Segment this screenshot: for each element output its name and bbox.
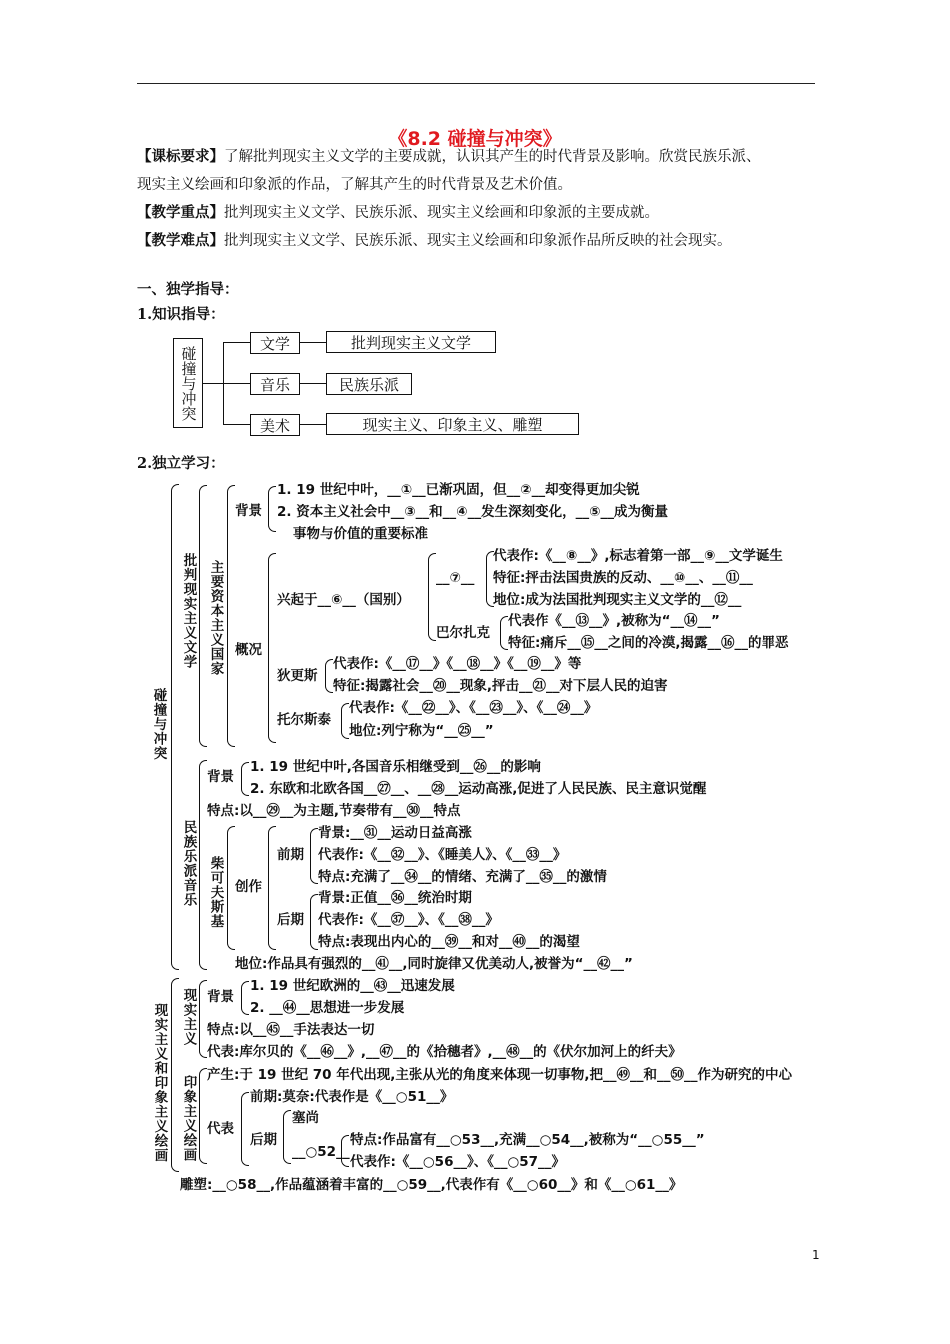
realism-background-1: 1. 19 世纪欧洲的__㊸__迅速发展 xyxy=(250,978,455,994)
music-heading: 民族乐派音乐 xyxy=(180,820,197,907)
late-works: 代表作:《__㊲__》、《__㊳__》 xyxy=(318,912,499,928)
early-features: 特点:充满了__㉞__的情绪、充满了__㉟__的激情 xyxy=(318,869,607,885)
branch-art: 美术 xyxy=(250,414,300,436)
tchaikovsky-status: 地位:作品具有强烈的__㊶__,同时旋律又优美动人,被誉为“__㊷__” xyxy=(235,956,633,972)
balzac-features: 特征:痛斥__⑮__之间的冷漠,揭露__⑯__的罪恶 xyxy=(508,635,789,651)
early-period-label: 前期 xyxy=(277,847,304,863)
tolstoy-works: 代表作:《__㉒__》、《__㉓__》、《__㉔__》 xyxy=(349,700,598,716)
subsection-independent: 2.独立学习： xyxy=(137,455,225,472)
impressionism-early: 前期:莫奈:代表作是《__○51__》 xyxy=(250,1089,454,1105)
painter-cezanne: 塞尚 xyxy=(292,1110,319,1126)
sculpture-line: 雕塑:__○58__,作品蕴涵着丰富的__○59__,代表作有《__○60__》和《__○61__》 xyxy=(180,1177,683,1193)
late-background: 背景:正值__㊱__统治时期 xyxy=(318,890,472,906)
branch-music: 音乐 xyxy=(250,373,300,395)
branch-music-content: 民族乐派 xyxy=(326,373,412,395)
branch-art-content: 现实主义、印象主义、雕塑 xyxy=(326,413,579,435)
lit-background-label: 背景 xyxy=(235,503,262,519)
impressionism-rep-label: 代表 xyxy=(207,1121,234,1137)
late-painter-works: 代表作:《__○56__》、《__○57__》 xyxy=(350,1154,566,1170)
late-features: 特点:表现出内心的__㊴__和对__㊵__的渴望 xyxy=(318,934,580,950)
lit-rise: 兴起于__⑥__（国别） xyxy=(277,592,410,608)
writer-7-features: 特征:抨击法国贵族的反动、__⑩__、__⑪__ xyxy=(493,570,753,586)
realism-background-label: 背景 xyxy=(207,989,234,1005)
literature-countries: 主要资本主义国家 xyxy=(207,560,224,676)
page-title: 《8.2 碰撞与冲突》 xyxy=(388,128,562,150)
impressionism-late-label: 后期 xyxy=(250,1132,277,1148)
lit-overview-label: 概况 xyxy=(235,642,262,658)
writer-balzac: 巴尔扎克 xyxy=(436,625,490,641)
header-rule xyxy=(137,83,815,84)
late-period-label: 后期 xyxy=(277,912,304,928)
balzac-works: 代表作《__⑬__》,被称为“__⑭__” xyxy=(508,613,720,629)
branch-literature-content: 批判现实主义文学 xyxy=(326,331,496,353)
music-features: 特点:以__㉙__为主题,节奏带有__㉚__特点 xyxy=(207,803,461,819)
early-works: 代表作:《__㉜__》、《睡美人》、《__㉝__》 xyxy=(318,847,567,863)
realism-representatives: 代表:库尔贝的《__㊻__》,__㊼__的《拾穗者》,__㊽__的《伏尔加河上的纤夫》 xyxy=(207,1044,682,1060)
painter-52: __○52__ xyxy=(292,1144,350,1160)
tolstoy-status: 地位:列宁称为“__㉕__” xyxy=(349,723,494,739)
music-background-label: 背景 xyxy=(207,769,234,785)
early-background: 背景:__㉛__运动日益高涨 xyxy=(318,825,472,841)
branch-literature: 文学 xyxy=(250,332,300,354)
knowledge-root: 碰撞与冲突 xyxy=(173,338,203,428)
standard-text-2: 现实主义绘画和印象派的作品，了解其产生的时代背景及艺术价值。 xyxy=(137,177,572,193)
realism-heading: 现实主义 xyxy=(180,988,197,1046)
standard-paragraph xyxy=(137,143,827,255)
late-painter-features: 特点:作品富有__○53__,充满__○54__,被称为“__○55__” xyxy=(350,1132,705,1148)
music-background-1: 1. 19 世纪中叶,各国音乐相继受到__㉖__的影响 xyxy=(250,759,541,775)
writer-7-status: 地位:成为法国批判现实主义文学的__⑫__ xyxy=(493,592,742,608)
page-number: 1 xyxy=(812,1248,820,1262)
tree-root: 碰撞与冲突 xyxy=(150,688,167,761)
creation-label: 创作 xyxy=(235,879,262,895)
realism-features: 特点:以__㊺__手法表达一切 xyxy=(207,1022,375,1038)
section-heading: 一、独学指导： xyxy=(137,281,239,298)
subsection-knowledge: 1.知识指导： xyxy=(137,306,225,323)
impressionism-heading: 印象主义绘画 xyxy=(180,1075,197,1162)
art-heading: 现实主义和印象主义绘画 xyxy=(151,1003,168,1163)
difficulty-text: 批判现实主义文学、民族乐派、现实主义绘画和印象派作品所反映的社会现实。 xyxy=(224,233,732,249)
literature-heading: 批判现实主义文学 xyxy=(180,553,197,669)
dickens-features: 特征:揭露社会__⑳__现象,抨击__㉑__对下层人民的迫害 xyxy=(333,678,668,694)
composer-tchaikovsky: 柴可夫斯基 xyxy=(207,856,224,929)
focus-text: 批判现实主义文学、民族乐派、现实主义绘画和印象派的主要成就。 xyxy=(224,205,659,221)
impressionism-origin: 产生:于 19 世纪 70 年代出现,主张从光的角度来体现一切事物,把__㊾__和__㊿__作为研究的中心 xyxy=(207,1067,793,1083)
standard-text-1: 了解批判现实主义文学的主要成就，认识其产生的时代背景及影响。欣赏民族乐派、 xyxy=(224,149,761,165)
dickens-works: 代表作:《__⑰__》《__⑱__》《__⑲__》等 xyxy=(333,656,582,672)
standard-label: 【课标要求】 xyxy=(137,148,224,165)
writer-dickens: 狄更斯 xyxy=(277,668,318,684)
writer-tolstoy: 托尔斯泰 xyxy=(277,712,331,728)
lit-background-1: 1. 19 世纪中叶，__①__已渐巩固，但__②__却变得更加尖锐 xyxy=(277,482,640,498)
music-background-2: 2. 东欧和北欧各国__㉗__、__㉘__运动高涨,促进了人民民族、民主意识觉醒 xyxy=(250,781,707,797)
difficulty-label: 【教学难点】 xyxy=(137,232,224,249)
writer-7: __⑦__ xyxy=(436,570,475,586)
lit-background-2b: 事物与价值的重要标准 xyxy=(293,526,428,542)
lit-background-2: 2. 资本主义社会中__③__和__④__发生深刻变化，__⑤__成为衡量 xyxy=(277,504,669,520)
realism-background-2: 2. __㊹__思想进一步发展 xyxy=(250,1000,405,1016)
focus-label: 【教学重点】 xyxy=(137,204,224,221)
writer-7-works: 代表作:《__⑧__》,标志着第一部__⑨__文学诞生 xyxy=(493,548,783,564)
